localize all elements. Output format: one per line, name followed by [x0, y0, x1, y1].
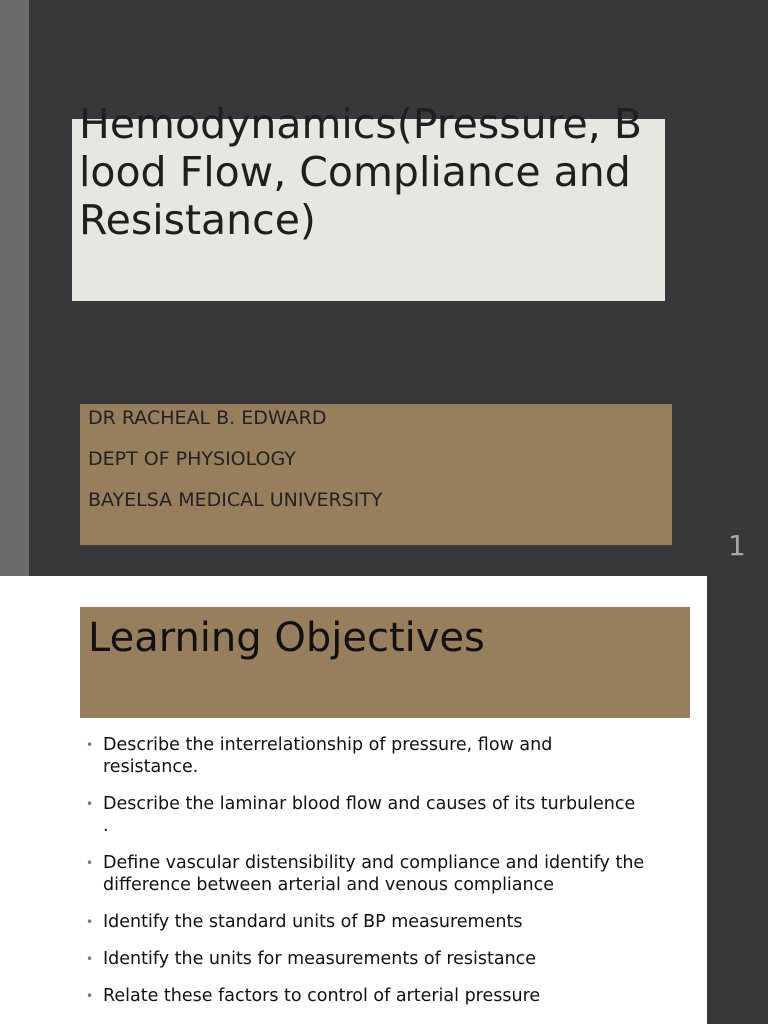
slide-number: 1 — [728, 529, 746, 562]
author-name: DR RACHEAL B. EDWARD — [88, 407, 327, 429]
bullet-icon: • — [86, 989, 94, 1003]
list-item-text: Relate these factors to control of arterial pressure — [103, 986, 541, 1006]
list-item-text: Describe the laminar blood flow and causes of its turbulence . — [103, 794, 636, 836]
bullet-icon: • — [86, 952, 94, 966]
objectives-title: Learning Objectives — [88, 615, 485, 661]
list-item-text: Identify the units for measurements of resistance — [103, 949, 537, 969]
list-item — [86, 985, 646, 1007]
bullet-icon: • — [86, 797, 94, 811]
list-item — [86, 734, 646, 778]
list-item-text: Identify the standard units of BP measurements — [103, 912, 523, 932]
objectives-slide — [0, 576, 707, 1024]
bullet-icon: • — [86, 915, 94, 929]
list-item-text: Describe the interrelationship of pressure, flow and resistance. — [103, 735, 553, 777]
list-item — [86, 911, 646, 933]
objectives-list — [86, 734, 646, 1022]
bullet-icon: • — [86, 856, 94, 870]
list-item — [86, 852, 646, 896]
bullet-icon: • — [86, 738, 94, 752]
list-item-text: Define vascular distensibility and compliance and identify the difference between arterial and venous compliance — [103, 853, 645, 895]
list-item — [86, 948, 646, 970]
institution: BAYELSA MEDICAL UNIVERSITY — [88, 489, 383, 511]
list-item — [86, 793, 646, 837]
left-accent-band — [0, 0, 29, 576]
slide-title: Hemodynamics(Pressure, Blood Flow, Compliance and Resistance) — [79, 100, 642, 244]
department: DEPT OF PHYSIOLOGY — [88, 448, 296, 470]
